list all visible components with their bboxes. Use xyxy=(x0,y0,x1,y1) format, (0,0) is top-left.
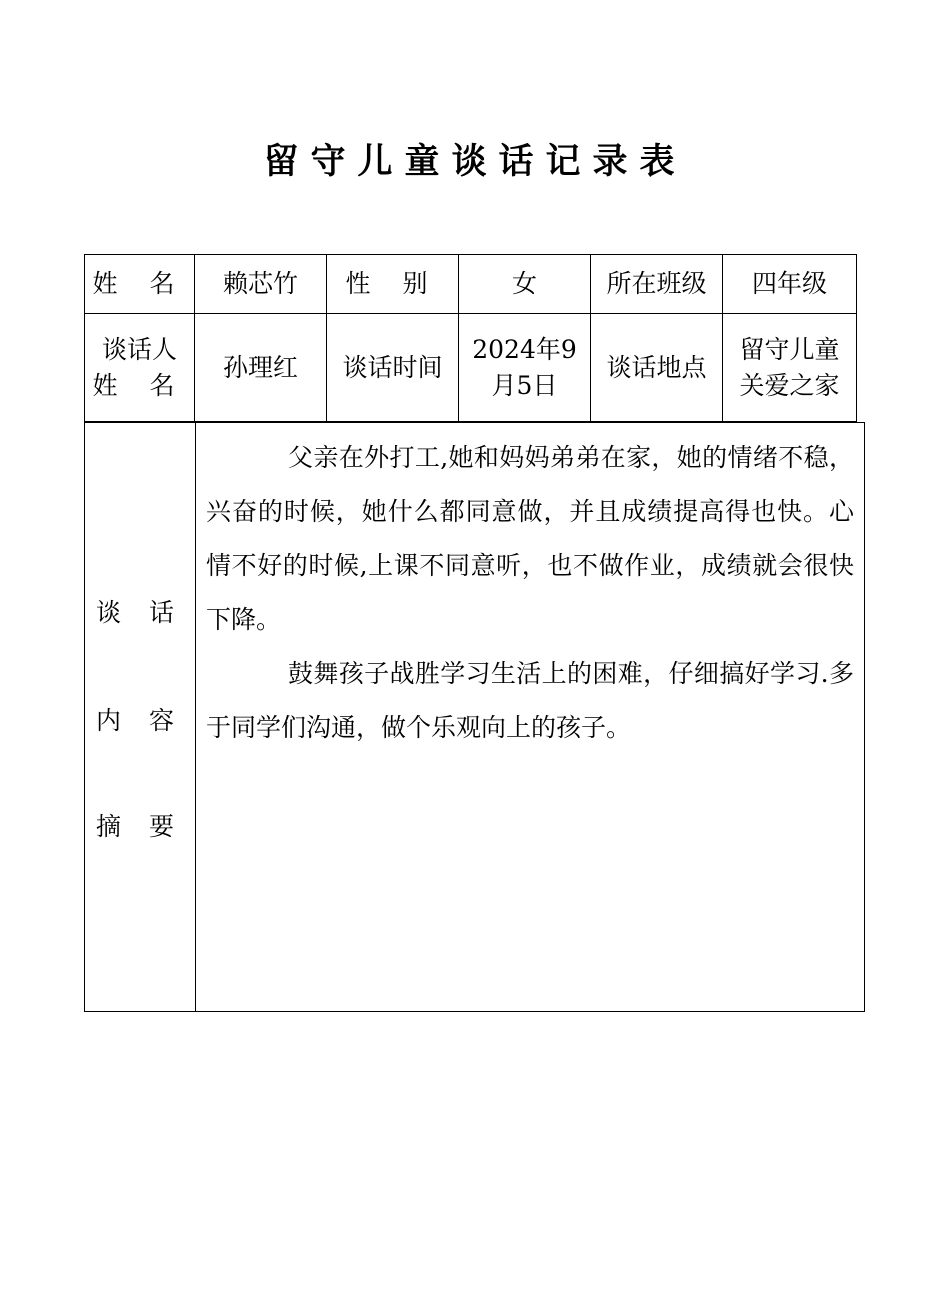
table-row xyxy=(85,314,857,422)
content-label-part: 内 容 xyxy=(96,706,184,735)
place-label: 谈话地点 xyxy=(591,314,723,422)
page-title: 留守儿童谈话记录表 xyxy=(263,142,687,182)
time-value xyxy=(459,314,591,422)
content-text xyxy=(206,431,854,755)
place-value-line1: 留守儿童 xyxy=(739,334,840,364)
content-label xyxy=(85,423,196,1011)
gender-label: 性 别 xyxy=(327,255,459,314)
content-label-part: 摘 要 xyxy=(96,812,184,841)
content-paragraph: 父亲在外打工,她和妈妈弟弟在家，她的情绪不稳，兴奋的时候，她什么都同意做，并且成绩提高得也快。心情不好的时候,上课不同意听，也不做作业，成绩就会很快下降。 xyxy=(206,443,854,634)
content-section xyxy=(84,422,865,1012)
gender-value: 女 xyxy=(459,255,591,314)
name-value: 赖芯竹 xyxy=(195,255,327,314)
talker-label xyxy=(85,314,195,422)
talker-label-line2: 姓 名 xyxy=(92,370,187,400)
time-value-line2: 月5日 xyxy=(491,370,558,400)
name-label: 姓 名 xyxy=(85,255,195,314)
talker-label-line1: 谈话人 xyxy=(101,334,177,364)
class-label: 所在班级 xyxy=(591,255,723,314)
content-paragraph: 鼓舞孩子战胜学习生活上的困难，仔细搞好学习.多于同学们沟通，做个乐观向上的孩子。 xyxy=(206,659,854,742)
place-value xyxy=(723,314,857,422)
talker-value: 孙理红 xyxy=(195,314,327,422)
time-label: 谈话时间 xyxy=(327,314,459,422)
time-value-line1: 2024年9 xyxy=(472,334,577,364)
content-label-part: 谈 话 xyxy=(96,598,184,627)
info-table xyxy=(84,254,857,422)
place-value-line2: 关爱之家 xyxy=(739,370,840,400)
class-value: 四年级 xyxy=(723,255,857,314)
table-row xyxy=(85,255,857,314)
